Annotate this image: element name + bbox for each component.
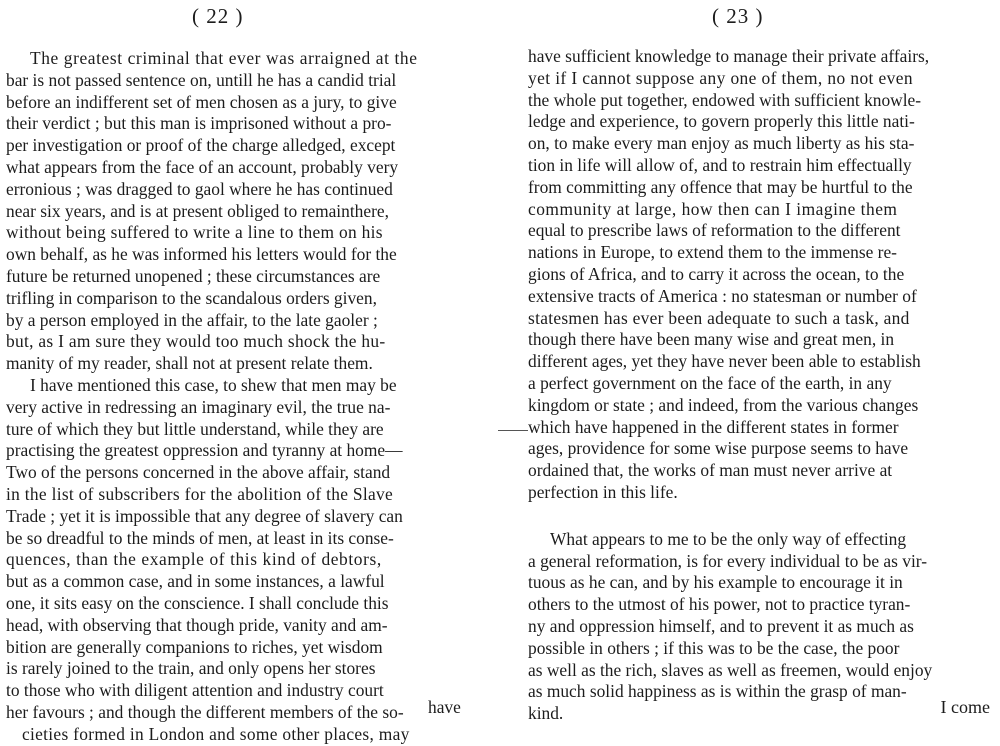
text-line: others to the utmost of his power, not to practice tyran- (528, 594, 911, 615)
text-line: possible in others ; if this was to be the case, the poor (528, 637, 900, 658)
text-line: as much solid happiness as is within the grasp of man- (528, 681, 907, 702)
text-line: have sufficient knowledge to manage their private affairs, (528, 46, 930, 66)
text-line: one, it sits easy on the conscience. I shall conclude this (6, 592, 389, 613)
text-line: ledge and experience, to govern properly this little nati- (528, 111, 915, 132)
text-line: erronious ; was dragged to gaol where he has continued (6, 178, 393, 199)
text-line: in the list of subscribers for the abolition of the Slave (6, 483, 394, 504)
text-line: different ages, yet they have never been able to establish (528, 351, 921, 372)
page-number-22: ( 22 ) (192, 4, 244, 28)
text-line: The greatest criminal that ever was arraigned at the (30, 48, 418, 68)
text-line: Two of the persons concerned in the above affair, stand (6, 462, 391, 483)
text-line: ordained that, the works of man must never arrive at (528, 460, 893, 481)
text-line: What appears to me to be the only way of effecting (550, 528, 907, 549)
text-line: on, to make every man enjoy as much liberty as his sta- (528, 133, 915, 154)
text-line: future be returned unopened ; these circumstances are (6, 265, 381, 286)
text-line: ny and oppression himself, and to prevent it as much as (528, 615, 914, 636)
text-line: Trade ; yet it is impossible that any degree of slavery can (6, 505, 403, 526)
text-line: statesmen has ever been adequate to such a task, and (528, 307, 910, 328)
text-line: a general reformation, is for every individual to be as vir- (528, 550, 928, 571)
text-line: per investigation or proof of the charge alledged, except (6, 135, 396, 156)
text-line: without being suffered to write a line to them on his (6, 222, 383, 243)
left-page-text (0, 48, 470, 746)
text-line: though there have been many wise and great men, in (528, 329, 895, 350)
text-line: bition are generally companions to riches, yet wisdom (6, 636, 383, 657)
text-line: as well as the rich, slaves as well as freemen, would enjoy (528, 659, 933, 680)
text-line: the whole put together, endowed with sufficient knowle- (528, 89, 922, 110)
page-number-23: ( 23 ) (712, 4, 764, 28)
text-line: head, with observing that though pride, vanity and am- (6, 614, 388, 635)
text-line: near six years, and is at present obliged to remainthere, (6, 200, 389, 221)
text-line: community at large, how then can I imagine them (528, 198, 898, 219)
text-line: tion in life will allow of, and to restrain him effectually (528, 154, 912, 175)
text-line: is rarely joined to the train, and only opens her stores (6, 658, 376, 679)
text-line: manity of my reader, shall not at present relate them. (6, 353, 373, 374)
text-line: equal to prescribe laws of reformation to the different (528, 220, 901, 241)
text-line: but, as I am sure they would too much shock the hu- (6, 331, 386, 352)
text-line: what appears from the face of an account, probably very (6, 156, 399, 177)
left-page (0, 0, 500, 744)
text-line: ages, providence for some wise purpose seems to have (528, 438, 909, 459)
catchword: have (428, 697, 461, 717)
text-line: trifling in comparison to the scandalous orders given, (6, 287, 377, 308)
text-line: very active in redressing an imaginary evil, the true na- (6, 396, 391, 417)
text-line: before an indifferent set of men chosen as a jury, to give (6, 91, 397, 112)
text-line: gions of Africa, and to carry it across the ocean, to the (528, 263, 905, 284)
text-line: but as a common case, and in some instances, a lawful (6, 571, 385, 592)
catchword: I come (940, 697, 990, 717)
text-line: a perfect government on the face of the earth, in any (528, 372, 892, 393)
text-line: quences, than the example of this kind of debtors, (6, 549, 382, 570)
text-line: nations in Europe, to extend them to the immense re- (528, 242, 897, 263)
text-line: kind. (528, 703, 564, 724)
text-line: I have mentioned this case, to shew that men may be (30, 374, 397, 395)
text-line: by a person employed in the affair, to the late gaoler ; (6, 309, 378, 330)
text-line: from committing any offence that may be hurtful to the (528, 176, 913, 197)
right-page (500, 0, 1000, 724)
text-line: yet if I cannot suppose any one of them, no not even (528, 67, 913, 88)
text-line: ture of which they but little understand, while they are (6, 418, 384, 439)
text-line: her favours ; and though the different members of the so- (6, 701, 404, 722)
text-line: which have happened in the different states in former (528, 416, 899, 437)
text-line: perfection in this life. (528, 481, 678, 502)
text-line: to those who with diligent attention and industry court (6, 680, 384, 701)
text-line: kingdom or state ; and indeed, from the various changes (528, 394, 919, 415)
text-line: practising the greatest oppression and tyranny at home— (6, 440, 403, 461)
text-line: tuous as he can, and by his example to encourage it in (528, 572, 903, 593)
right-page-text (500, 46, 932, 725)
text-line: be so dreadful to the minds of men, at least in its conse- (6, 527, 394, 548)
text-line: bar is not passed sentence on, untill he has a candid trial (6, 69, 397, 90)
text-line: cieties formed in London and some other places, may (22, 723, 410, 744)
text-line: extensive tracts of America : no statesman or number of (528, 285, 917, 306)
text-line: own behalf, as he was informed his letters would for the (6, 244, 397, 265)
text-line: their verdict ; but this man is imprisoned without a pro- (6, 113, 392, 134)
